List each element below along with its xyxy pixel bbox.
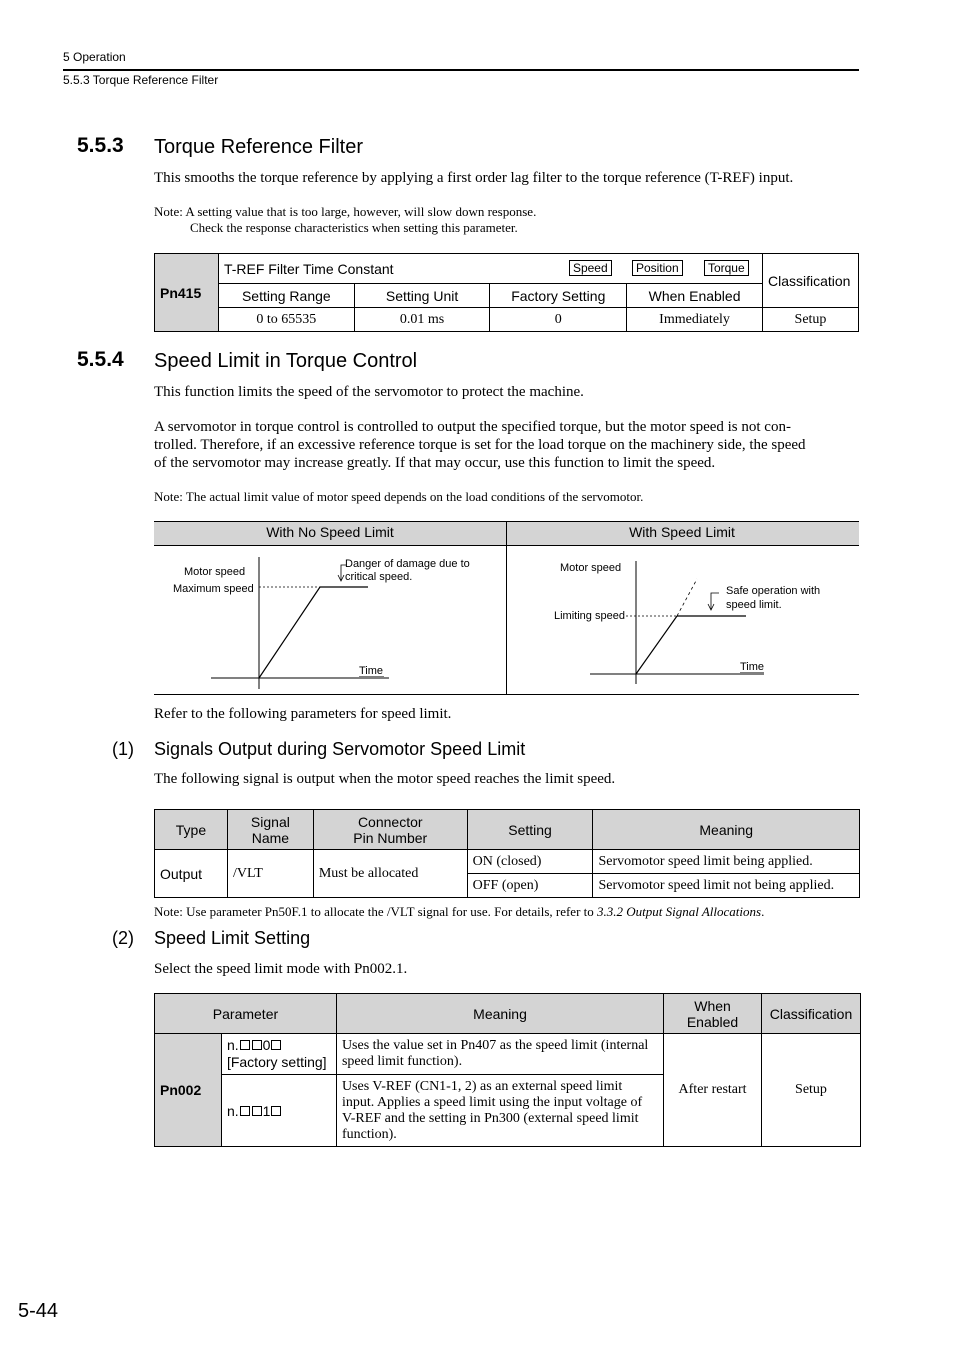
- placeholder-box-icon: [240, 1040, 250, 1050]
- pn415-classification-label: Classification: [762, 254, 858, 308]
- pn415-name: T-REF Filter Time Constant: [223, 260, 394, 277]
- placeholder-box-icon: [271, 1040, 281, 1050]
- section-553-note-1: Note: A setting value that is too large, however, will slow down response.: [154, 204, 537, 219]
- pn002-setting-1-prefix: n.: [226, 1102, 239, 1119]
- section-554-p2-line2: trolled. Therefore, if an excessive reference torque is set for the load torque on the machinery side, the speed: [154, 437, 806, 453]
- vlt-connector: Must be allocated: [313, 850, 467, 898]
- section-554-p2-line3: of the servomotor may increase greatly. If that may occur, use this function to limit the speed.: [154, 455, 716, 471]
- right-speed-ramp: [636, 616, 677, 674]
- fig-right-header: With Speed Limit: [629, 524, 735, 540]
- pn002-setting-1-digit: 1: [262, 1102, 271, 1119]
- pn002-header-meaning: Meaning: [336, 994, 663, 1034]
- pn415-table: [154, 253, 859, 332]
- pn002-header-when-line2: Enabled: [686, 1013, 739, 1030]
- placeholder-box-icon: [252, 1040, 262, 1050]
- vlt-signal-table: [154, 809, 860, 898]
- subsection-2-body: Select the speed limit mode with Pn002.1.: [154, 961, 408, 977]
- subsection-1-title: Signals Output during Servomotor Speed Limit: [154, 739, 526, 759]
- header-rule: [63, 69, 859, 71]
- pn415-enabled: Immediately: [627, 308, 763, 332]
- header-section: 5.5.3 Torque Reference Filter: [63, 73, 219, 87]
- mode-position-label: Position: [632, 260, 683, 276]
- vlt-header-connector-line1: Connector: [357, 813, 423, 830]
- left-motor-speed-label: Motor speed: [184, 566, 246, 578]
- left-max-speed-label: Maximum speed: [173, 583, 254, 595]
- section-554-note: Note: The actual limit value of motor speed depends on the load conditions of the servomotor.: [154, 489, 644, 504]
- pn415-range: 0 to 65535: [218, 308, 354, 332]
- refer-text: Refer to the following parameters for speed limit.: [154, 706, 452, 722]
- pn002-when-enabled: After restart: [664, 1034, 762, 1147]
- pn002-meaning-0-line2: speed limit function).: [341, 1054, 463, 1069]
- subsection-2-title: Speed Limit Setting: [154, 928, 311, 948]
- vlt-type: Output: [155, 850, 228, 898]
- subsection-1-body: The following signal is output when the motor speed reaches the limit speed.: [154, 771, 616, 787]
- fig-left-header: With No Speed Limit: [266, 524, 394, 540]
- pn002-meaning-1-line1: Uses V-REF (CN1-1, 2) as an external speed limit: [341, 1078, 623, 1094]
- header-chapter: 5 Operation: [63, 50, 126, 64]
- pn002-id: Pn002: [155, 1034, 222, 1147]
- pn415-id: Pn415: [155, 254, 219, 332]
- vlt-header-meaning: Meaning: [593, 810, 860, 850]
- pn002-meaning-1-line2: input. Applies a speed limit using the input voltage of: [341, 1094, 643, 1110]
- pn002-header-when: [664, 994, 762, 1034]
- subsection-1-number: (1): [112, 739, 134, 759]
- right-unlimited-dash: [677, 579, 697, 616]
- pn002-meaning-1: [336, 1075, 663, 1147]
- pn002-header-classification: Classification: [761, 994, 860, 1034]
- pn002-setting-0-prefix: n.: [226, 1037, 239, 1053]
- pn002-header-when-line1: When: [694, 997, 731, 1014]
- right-time-label: Time: [740, 661, 765, 673]
- pn415-header-enabled: When Enabled: [627, 284, 763, 308]
- pn002-meaning-1-line3: V-REF and the setting in Pn300 (external speed limit: [341, 1110, 639, 1126]
- subsection-1-note: [154, 904, 764, 920]
- placeholder-box-icon: [252, 1106, 262, 1116]
- pn002-header-parameter: Parameter: [155, 994, 337, 1034]
- pn415-header-range: Setting Range: [218, 284, 354, 308]
- vlt-header-type: Type: [155, 810, 228, 850]
- pn002-setting-0-digit: 0: [262, 1037, 271, 1053]
- pn002-setting-0: [221, 1034, 336, 1075]
- placeholder-box-icon: [240, 1106, 250, 1116]
- pn002-classification: Setup: [761, 1034, 860, 1147]
- section-title-553: Torque Reference Filter: [154, 136, 363, 158]
- section-553-note-2: Check the response characteristics when setting this parameter.: [190, 220, 518, 235]
- pn002-factory-setting: [Factory setting]: [226, 1054, 327, 1070]
- right-limiting-speed-label: Limiting speed: [554, 610, 625, 622]
- section-553-body: This smooths the torque reference by applying a first order lag filter to the torque reference (T-REF) input.: [154, 170, 794, 186]
- vlt-header-connector-line2: Pin Number: [353, 829, 428, 846]
- left-time-label: Time: [359, 665, 384, 677]
- pn415-classification: Setup: [762, 308, 858, 332]
- section-number-554: 5.5.4: [77, 348, 124, 371]
- vlt-off-setting: OFF (open): [467, 874, 593, 898]
- pn415-name-cell: [218, 254, 762, 284]
- left-speed-ramp: [259, 587, 320, 678]
- pn002-table: [154, 993, 861, 1147]
- pn002-meaning-0: [336, 1034, 663, 1075]
- pn415-unit: 0.01 ms: [354, 308, 490, 332]
- vlt-header-signal-line1: Signal: [250, 813, 290, 830]
- subsection-1-note-text: Note: Use parameter Pn50F.1 to allocate the /VLT signal for use. For details, refer to: [154, 904, 598, 919]
- left-danger-line2: critical speed.: [345, 571, 413, 583]
- pn415-header-unit: Setting Unit: [354, 284, 490, 308]
- subsection-2-number: (2): [112, 928, 134, 948]
- right-safe-line1: Safe operation with: [726, 585, 821, 597]
- section-number-553: 5.5.3: [77, 134, 124, 157]
- speed-limit-figure-svg: [154, 521, 859, 695]
- section-554-p1: This function limits the speed of the servomotor to protect the machine.: [154, 384, 584, 400]
- placeholder-box-icon: [271, 1106, 281, 1116]
- vlt-on-setting: ON (closed): [467, 850, 593, 874]
- right-motor-speed-label: Motor speed: [560, 562, 622, 574]
- pn002-meaning-1-line4: function).: [341, 1126, 397, 1142]
- pn415-factory: 0: [490, 308, 627, 332]
- vlt-on-meaning: Servomotor speed limit being applied.: [593, 850, 860, 874]
- subsection-1-note-end: .: [761, 904, 765, 919]
- speed-limit-figure: [154, 521, 859, 695]
- vlt-header-setting: Setting: [467, 810, 593, 850]
- mode-torque-label: Torque: [704, 260, 749, 276]
- vlt-header-signal: [227, 810, 313, 850]
- vlt-off-meaning: Servomotor speed limit not being applied.: [593, 874, 860, 898]
- subsection-1-note-ref: 3.3.2 Output Signal Allocations: [597, 904, 762, 919]
- right-safe-line2: speed limit.: [726, 599, 782, 611]
- section-554-p2-line1: A servomotor in torque control is controlled to output the specified torque, but the motor speed is not con-: [154, 419, 791, 435]
- pn002-setting-1: [221, 1075, 336, 1147]
- pn415-header-factory: Factory Setting: [490, 284, 627, 308]
- page-number: 5-44: [18, 1300, 59, 1322]
- mode-speed-label: Speed: [569, 260, 612, 276]
- left-danger-line1: Danger of damage due to: [345, 558, 470, 570]
- vlt-header-signal-line2: Name: [251, 829, 290, 846]
- pn002-meaning-0-line1: Uses the value set in Pn407 as the speed limit (internal: [341, 1038, 649, 1053]
- section-title-554: Speed Limit in Torque Control: [154, 350, 418, 372]
- vlt-header-connector: [313, 810, 467, 850]
- vlt-signal-name: /VLT: [227, 850, 313, 898]
